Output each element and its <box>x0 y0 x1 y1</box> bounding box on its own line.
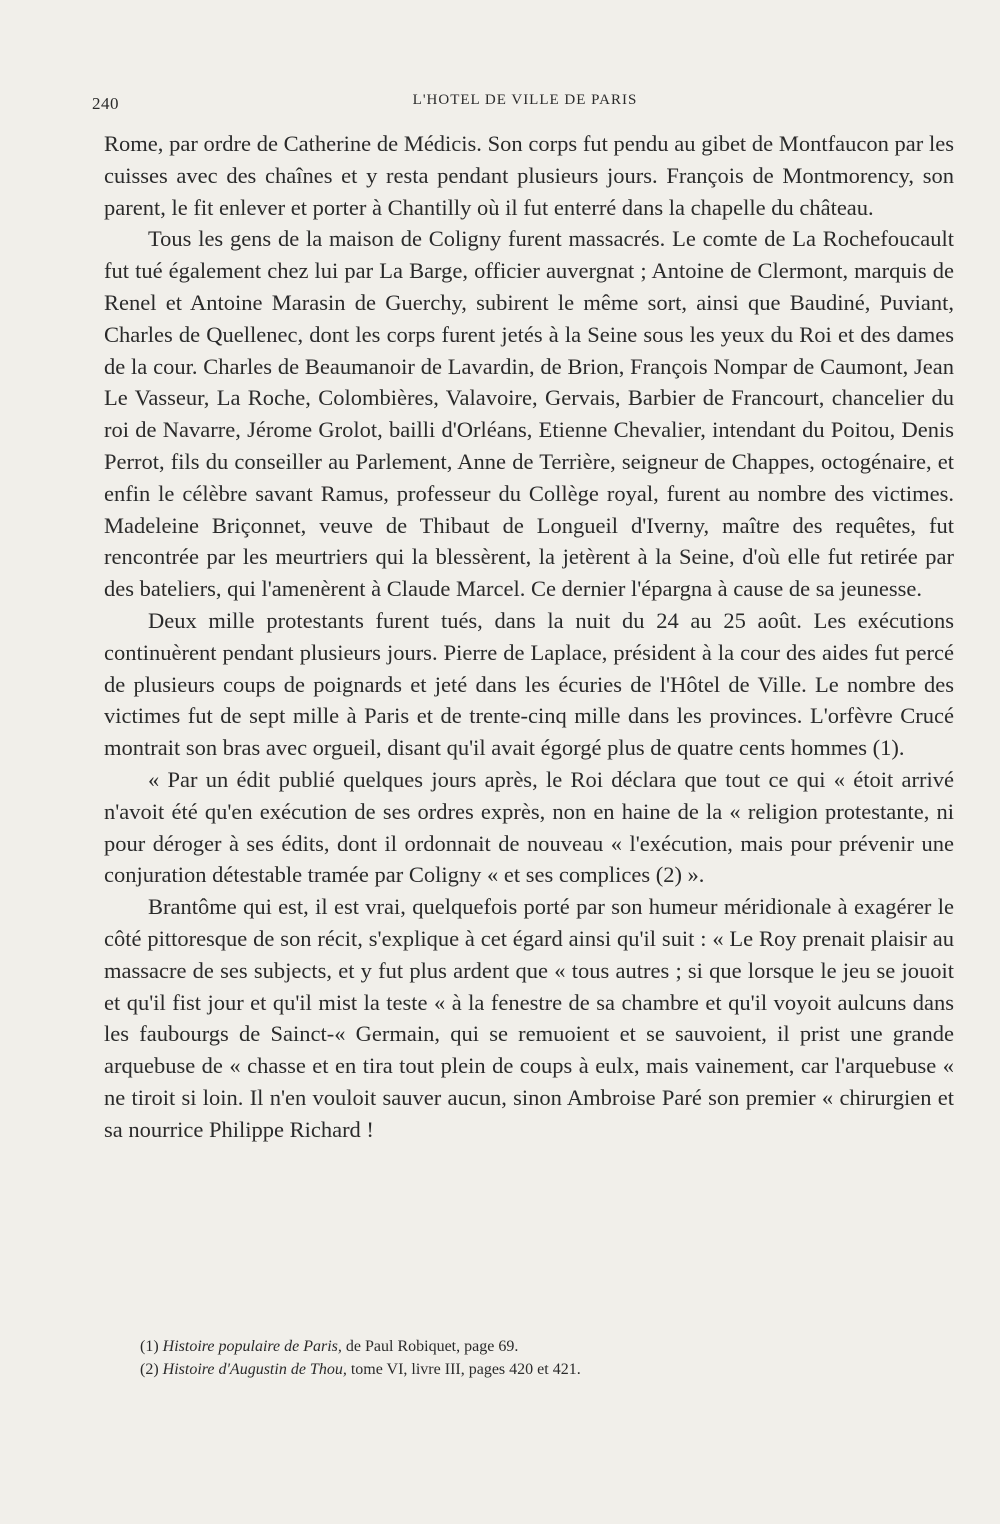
footnote <box>140 1335 940 1358</box>
paragraph: Tous les gens de la maison de Coligny furent massacrés. Le comte de La Rochefoucault fut tué également chez lui par La Barge, officier auvergnat ; Antoine de Clermont, marquis de Renel et Antoine Marasin de Guerchy, subirent le même sort, ainsi que Baudiné, Puviant, Charles de Quellenec, dont les corps furent jetés à la Seine sous les yeux du Roi et des dames de la cour. Charles de Beaumanoir de Lavardin, de Brion, François Nompar de Caumont, Jean Le Vasseur, La Roche, Colombières, Valavoire, Gervais, Barbier de Francourt, chancelier du roi de Navarre, Jérome Grolot, bailli d'Orléans, Etienne Chevalier, intendant du Poitou, Denis Perrot, fils du conseiller au Parlement, Anne de Terrière, seigneur de Chappes, octogénaire, et enfin le célèbre savant Ramus, professeur du Collège royal, furent au nombre des victimes. Madeleine Briçonnet, veuve de Thibaut de Longueil d'Iverny, maître des requêtes, fut rencontrée par les meurtriers qui la blessèrent, la jetèrent à la Seine, d'où elle fut retirée par des bateliers, qui l'amenèrent à Claude Marcel. Ce dernier l'épargna à cause de sa jeunesse. <box>104 226 954 602</box>
footnote <box>140 1358 940 1381</box>
footnote-marker: (2) <box>140 1361 159 1378</box>
page-header <box>92 90 958 116</box>
footnotes <box>140 1335 940 1381</box>
footnote-source: Histoire d'Augustin de Thou, <box>162 1361 347 1378</box>
paragraph: Brantôme qui est, il est vrai, quelquefois porté par son humeur méridionale à exagérer le côté pittoresque de son récit, s'explique à cet égard ainsi qu'il suit : « Le Roy prenait plaisir au massacre de ses subjects, et y fut plus ardent que « tous autres ; si que lorsque le jeu se jouoit et qu'il fist jour et qu'il mist la teste « à la fenestre de sa chambre et qu'il voyoit aulcuns dans les faubourgs de Sainct-« Germain, qui se remuoient et se sauvoient, il prist une grande arquebuse de « chasse et en tira tout plein de coups à eulx, mais vainement, car l'arquebuse « ne tiroit si loin. Il n'en vouloit sauver aucun, sinon Ambroise Paré son premier « chirurgien et sa nourrice Philippe Richard ! <box>104 894 954 1142</box>
footnote-source: Histoire populaire de Paris, <box>162 1338 342 1355</box>
page-number: 240 <box>92 94 119 113</box>
footnote-marker: (1) <box>140 1338 159 1355</box>
running-title: L'HOTEL DE VILLE DE PARIS <box>412 92 638 108</box>
paragraph-continuation: Rome, par ordre de Catherine de Médicis. Son corps fut pendu au gibet de Montfaucon par les cuisses avec des chaînes et y resta pendant plusieurs jours. François de Montmorency, son parent, le fit enlever et porter à Chantilly où il fut enterré dans la chapelle du château. <box>104 131 954 220</box>
quotation-paragraph: « Par un édit publié quelques jours après, le Roi déclara que tout ce qui « étoit arrivé n'avoit été qu'en exécution de ses ordres exprès, non en haine de la « religion protestante, ni pour déroger à ses édits, dont il ordonnait de nouveau « l'exécution, mais pour prévenir une conjuration détestable tramée par Coligny « et ses complices (2) ». <box>104 766 954 888</box>
paragraph: Deux mille protestants furent tués, dans la nuit du 24 au 25 août. Les exécutions continuèrent pendant plusieurs jours. Pierre de Laplace, président à la cour des aides fut percé de plusieurs coups de poignards et jeté dans les écuries de l'Hôtel de Ville. Le nombre des victimes fut de sept mille à Paris et de trente-cinq mille dans les provinces. L'orfèvre Crucé montrait son bras avec orgueil, disant qu'il avait égorgé plus de quatre cents hommes (1). <box>104 607 954 761</box>
footnote-detail: tome VI, livre III, pages 420 et 421. <box>350 1361 581 1378</box>
body-text <box>104 128 954 1146</box>
footnote-detail: de Paul Robiquet, page 69. <box>345 1338 519 1355</box>
